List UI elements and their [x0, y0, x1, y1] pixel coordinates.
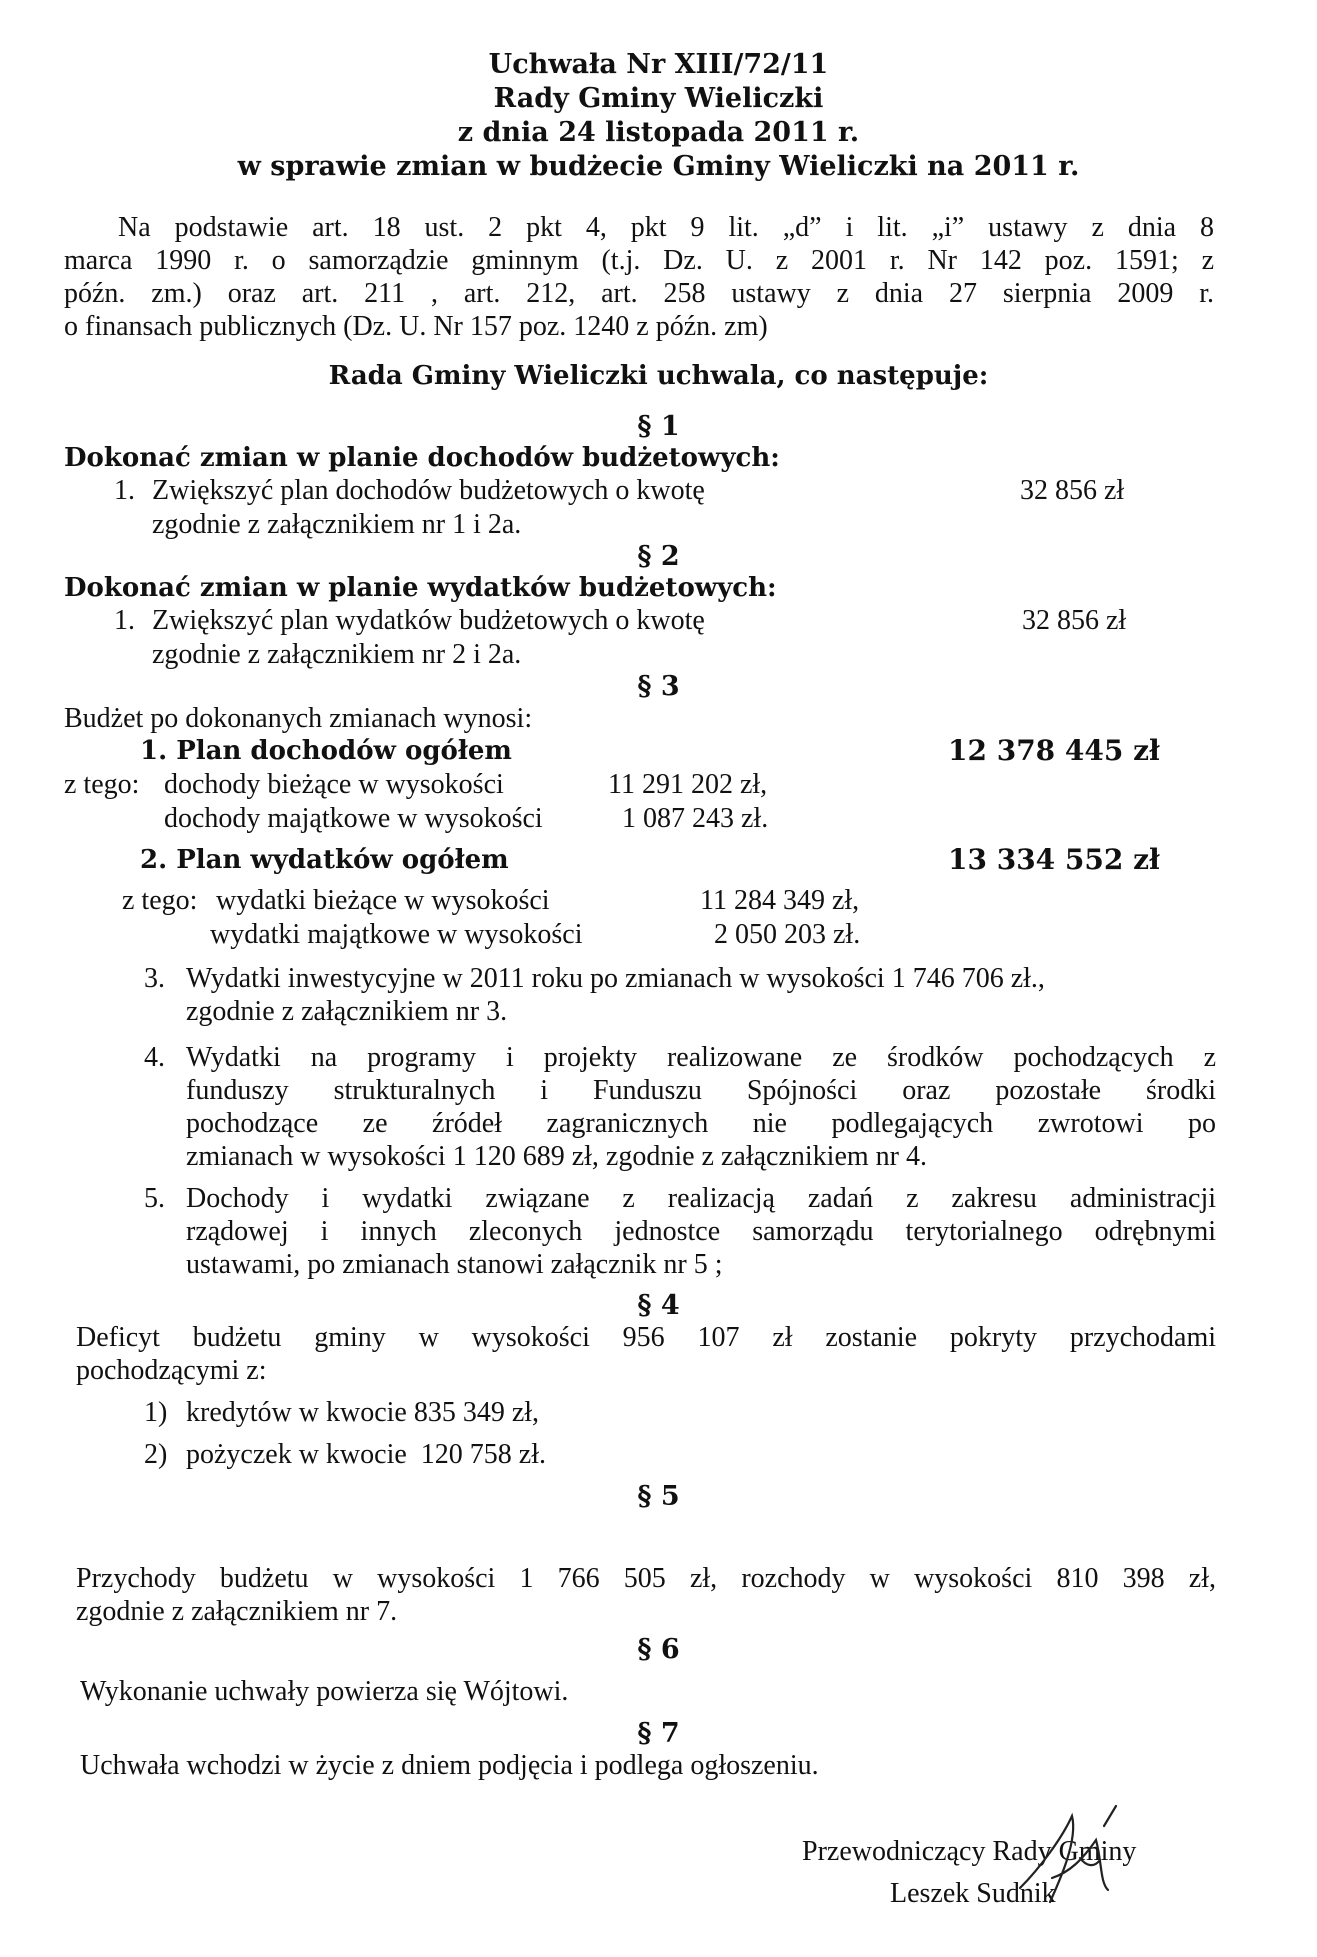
execution-text: Wykonanie uchwały powierza się Wójtowi.	[80, 1676, 569, 1707]
loans-text: pożyczek w kwocie 120 758 zł.	[186, 1439, 546, 1470]
income-increase-amount: 32 856 zł	[1020, 475, 1125, 506]
section-sign-6: § 6	[637, 1634, 680, 1665]
current-expense-label: wydatki bieżące w wysokości	[216, 885, 550, 916]
revenues-outflows-text: zgodnie z załącznikiem nr 7.	[76, 1596, 398, 1627]
expense-increase-amount: 32 856 zł	[1022, 605, 1127, 636]
capital-expense-amount: 2 050 203 zł.	[714, 919, 861, 950]
section-1-heading: Dokonać zmian w planie dochodów budżetowych:	[64, 443, 780, 473]
resolution-date: z dnia 24 listopada 2011 r.	[457, 117, 860, 148]
resolves-statement: Rada Gminy Wieliczki uchwala, co następuje:	[328, 361, 989, 391]
current-expense-amount: 11 284 349 zł,	[700, 885, 860, 916]
budget-intro: Budżet po dokonanych zmianach wynosi:	[64, 703, 533, 734]
preamble-line: późn. zm.) oraz art. 211 , art. 212, art. 258 ustawy z dnia 27 sierpnia 2009 r.	[64, 278, 1214, 309]
section-sign-5: § 5	[637, 1481, 680, 1512]
eu-programs-text: pochodzące ze źródeł zagranicznych nie podlegających zwrotowi po	[186, 1108, 1216, 1139]
income-increase-attachment: zgodnie z załącznikiem nr 1 i 2a.	[152, 509, 522, 540]
delegated-tasks-text: Dochody i wydatki związane z realizacją zadań z zakresu administracji	[186, 1183, 1216, 1214]
current-income-amount: 11 291 202 zł,	[608, 769, 768, 800]
breakdown-prefix: z tego:	[64, 769, 140, 800]
revenues-outflows-text: Przychody budżetu w wysokości 1 766 505 zł, rozchody w wysokości 810 398 zł,	[76, 1563, 1216, 1594]
preamble-line: o finansach publicznych (Dz. U. Nr 157 poz. 1240 z późn. zm)	[64, 311, 768, 342]
credits-text: kredytów w kwocie 835 349 zł,	[186, 1397, 540, 1428]
resolution-number: Uchwała Nr XIII/72/11	[488, 49, 829, 80]
section-sign-2: § 2	[637, 541, 680, 572]
entry-into-force-text: Uchwała wchodzi w życie z dniem podjęcia i podlega ogłoszeniu.	[80, 1750, 819, 1781]
deficit-text: Deficyt budżetu gminy w wysokości 956 107 zł zostanie pokryty przychodami	[76, 1322, 1216, 1353]
council-name: Rady Gminy Wieliczki	[493, 83, 824, 114]
list-number: 1.	[114, 475, 135, 506]
capital-income-amount: 1 087 243 zł.	[622, 803, 769, 834]
deficit-text: pochodzącymi z:	[76, 1355, 267, 1386]
eu-programs-text: Wydatki na programy i projekty realizowane ze środków pochodzących z	[186, 1042, 1216, 1073]
capital-income-label: dochody majątkowe w wysokości	[164, 803, 543, 834]
preamble-line: Na podstawie art. 18 ust. 2 pkt 4, pkt 9 lit. „d” i lit. „i” ustawy z dnia 8	[118, 212, 1214, 243]
signatory-name: Leszek Sudnik	[890, 1878, 1056, 1909]
income-plan-label: 1. Plan dochodów ogółem	[140, 736, 512, 766]
expense-increase-text: Zwiększyć plan wydatków budżetowych o kwotę	[152, 605, 705, 636]
list-number: 3.	[144, 963, 165, 994]
section-sign-1: § 1	[637, 411, 680, 442]
signatory-title: Przewodniczący Rady Gminy	[802, 1836, 1137, 1867]
list-number: 1)	[144, 1397, 168, 1428]
breakdown-prefix: z tego:	[122, 885, 198, 916]
current-income-label: dochody bieżące w wysokości	[164, 769, 504, 800]
expense-plan-total: 13 334 552 zł	[948, 843, 1160, 876]
eu-programs-text: funduszy strukturalnych i Funduszu Spójności oraz pozostałe środki	[186, 1075, 1216, 1106]
section-sign-3: § 3	[637, 671, 680, 702]
section-2-heading: Dokonać zmian w planie wydatków budżetowych:	[64, 573, 777, 603]
section-sign-4: § 4	[637, 1290, 680, 1321]
resolution-subject: w sprawie zmian w budżecie Gminy Wieliczki na 2011 r.	[237, 151, 1080, 182]
preamble-line: marca 1990 r. o samorządzie gminnym (t.j. Dz. U. z 2001 r. Nr 142 poz. 1591; z	[64, 245, 1214, 276]
list-number: 1.	[114, 605, 135, 636]
delegated-tasks-text: rządowej i innych zleconych jednostce samorządu terytorialnego odrębnymi	[186, 1216, 1216, 1247]
income-plan-total: 12 378 445 zł	[948, 734, 1160, 767]
eu-programs-text: zmianach w wysokości 1 120 689 zł, zgodnie z załącznikiem nr 4.	[186, 1141, 927, 1172]
investment-expenses-text: Wydatki inwestycyjne w 2011 roku po zmianach w wysokości 1 746 706 zł.,	[186, 963, 1045, 994]
list-number: 5.	[144, 1183, 165, 1214]
section-sign-7: § 7	[637, 1718, 680, 1749]
delegated-tasks-text: ustawami, po zmianach stanowi załącznik nr 5 ;	[186, 1249, 723, 1280]
capital-expense-label: wydatki majątkowe w wysokości	[210, 919, 583, 950]
investment-expenses-text: zgodnie z załącznikiem nr 3.	[186, 996, 508, 1027]
income-increase-text: Zwiększyć plan dochodów budżetowych o kwotę	[152, 475, 705, 506]
expense-increase-attachment: zgodnie z załącznikiem nr 2 i 2a.	[152, 639, 522, 670]
list-number: 4.	[144, 1042, 165, 1073]
list-number: 2)	[144, 1439, 168, 1470]
expense-plan-label: 2. Plan wydatków ogółem	[140, 845, 509, 875]
